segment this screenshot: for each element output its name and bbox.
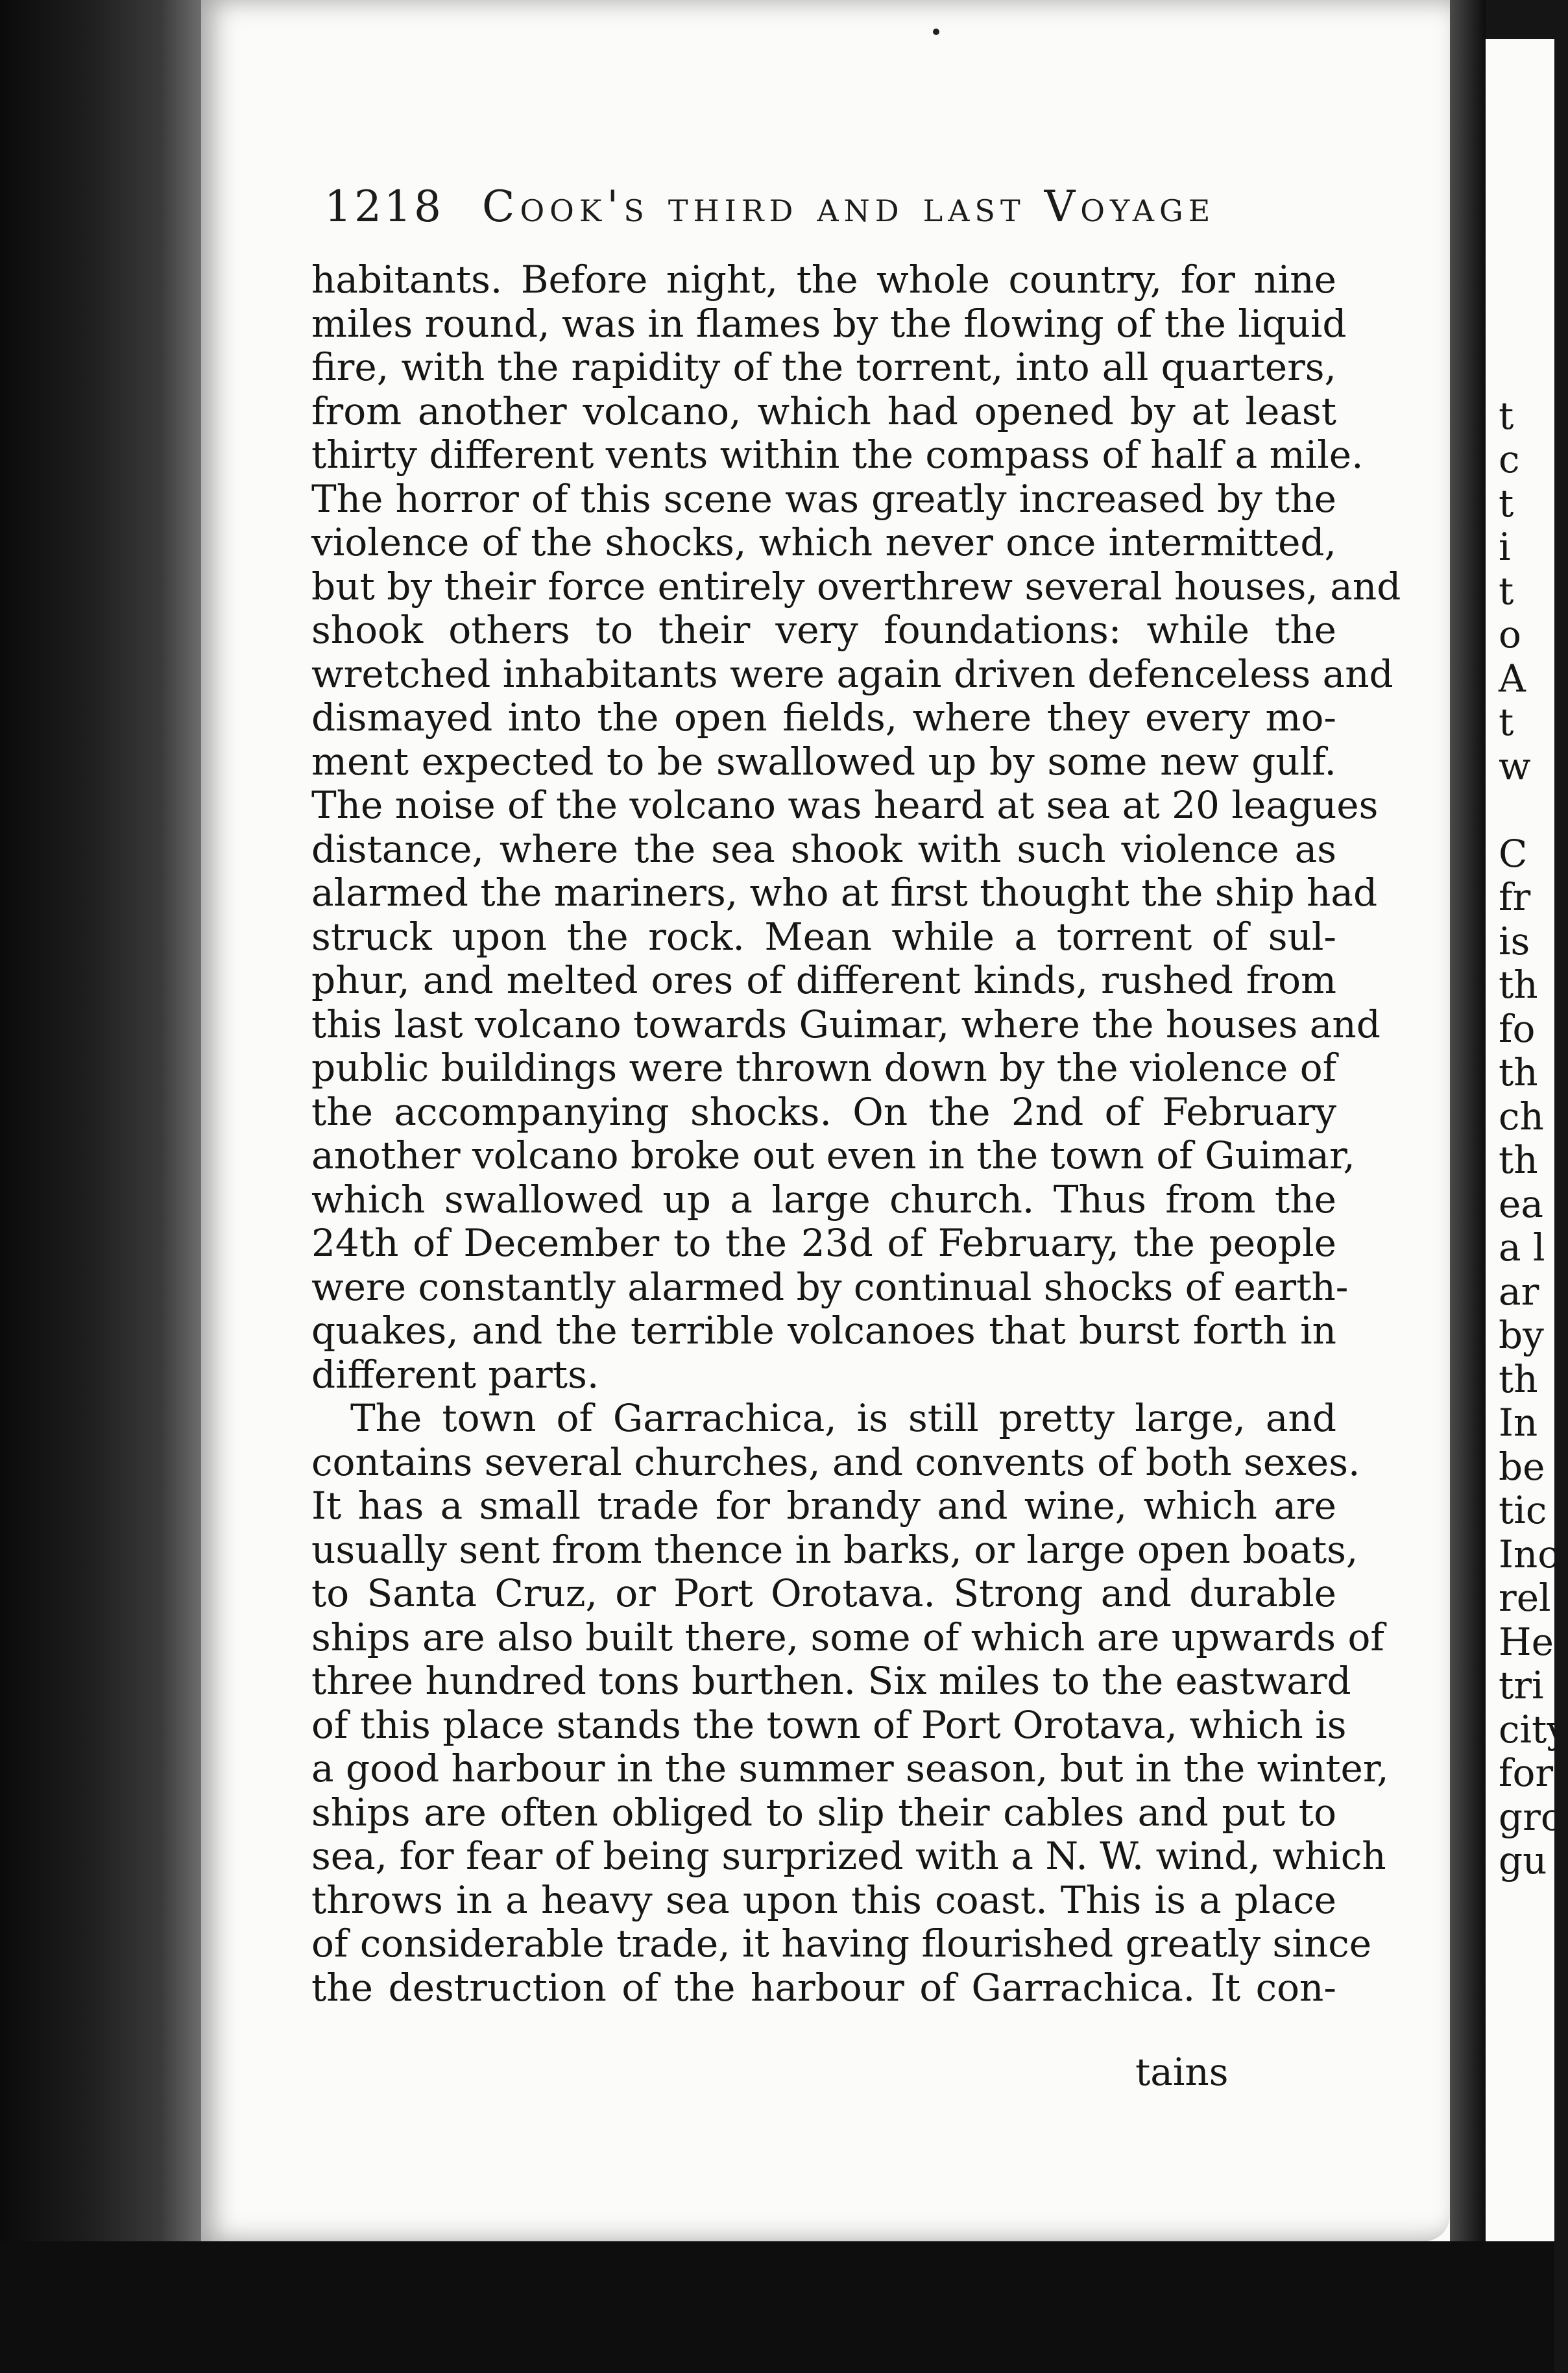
running-header [324,182,1336,232]
text-line: sea, for fear of being surprized with a N. W. wind, which [311,1834,1386,1878]
text-line: public buildings were thrown down by the violence of [311,1046,1337,1090]
book-spine-shadow [0,0,201,2373]
facing-page-fragment: fr [1499,875,1531,919]
facing-page-fragment: t [1499,700,1514,744]
facing-page-fragment: th [1499,963,1538,1007]
text-line: thirty different vents within the compass of half a mile. [311,433,1364,477]
text-line: but by their force entirely overthrew several houses, and [311,564,1401,608]
text-line: which swallowed up a large church. Thus from the [311,1177,1336,1222]
text-line: another volcano broke out even in the town of Guimar, [311,1133,1355,1177]
text-line: the accompanying shocks. On the 2nd of February [311,1089,1336,1134]
facing-page-fragment: He [1499,1619,1554,1664]
facing-page-fragment: for [1499,1751,1554,1795]
page-number: 1218 [324,182,444,232]
text-line: throws in a heavy sea upon this coast. This is a place [311,1877,1336,1922]
text-line: It has a small trade for brandy and wine, which are [311,1484,1336,1528]
text-line: The noise of the volcano was heard at sea at 20 leagues [311,783,1379,827]
facing-page-fragment: ch [1499,1094,1544,1138]
facing-page-fragment: t [1499,568,1514,613]
facing-page-fragment: rel [1499,1576,1551,1620]
text-line: distance, where the sea shook with such violence as [311,826,1336,871]
page-gutter [1450,0,1486,2373]
facing-page-fragment: A [1499,656,1526,701]
facing-page-fragment: Inc [1499,1532,1559,1576]
text-line: fire, with the rapidity of the torrent, into all quarters, [311,345,1336,389]
facing-page-fragment: a l [1499,1225,1545,1270]
facing-page-fragment: ea [1499,1181,1543,1226]
bottom-shadow [0,2241,1554,2373]
facing-page-fragment: th [1499,1356,1538,1401]
text-line: ment expected to be swallowed up by some new gulf. [311,739,1336,784]
text-line: the destruction of the harbour of Garrachica. It con- [311,1965,1336,2010]
text-line: struck upon the rock. Mean while a torrent of sul- [311,914,1336,959]
text-line: dismayed into the open fields, where they every mo- [311,695,1336,740]
text-line: usually sent from thence in barks, or large open boats, [311,1527,1358,1572]
running-title: Cook's third and last Voyage [481,182,1216,232]
facing-page-fragment: be [1499,1444,1545,1489]
facing-page-fragment: by [1499,1313,1544,1357]
facing-page-fragment: is [1499,919,1530,963]
facing-page-fragment: th [1499,1050,1538,1094]
text-line: to Santa Cruz, or Port Orotava. Strong and durable [311,1571,1336,1615]
facing-page-fragment: city [1499,1707,1568,1752]
text-line: quakes, and the terrible volcanoes that burst forth in [311,1308,1336,1353]
text-line: three hundred tons burthen. Six miles to the eastward [311,1659,1351,1703]
text-line: The horror of this scene was greatly increased by the [311,476,1336,521]
text-line: violence of the shocks, which never once intermitted, [311,520,1336,564]
text-line: different parts. [311,1352,599,1397]
facing-page-fragment: t [1499,393,1514,438]
facing-page-text [1499,350,1568,1883]
text-line: miles round, was in flames by the flowing of the liquid [311,301,1347,346]
facing-page-fragment: gro [1499,1794,1563,1839]
facing-page-fragment: i [1499,525,1511,569]
text-line: a good harbour in the summer season, but in the winter, [311,1746,1389,1790]
text-line: of considerable trade, it having flourished greatly since [311,1921,1372,1966]
facing-page-fragment: tic [1499,1488,1547,1532]
text-line: habitants. Before night, the whole country, for nine [311,258,1336,302]
text-line: 24th of December to the 23d of February, the people [311,1221,1336,1265]
text-line: shook others to their very foundations: while the [311,608,1336,652]
text-line: ships are often obliged to slip their cables and put to [311,1790,1336,1835]
facing-page-fragment: ar [1499,1269,1539,1314]
text-line: The town of Garrachica, is still pretty large, and [350,1396,1336,1440]
text-line: from another volcano, which had opened by at least [311,389,1336,433]
text-line: were constantly alarmed by continual shocks of earth- [311,1264,1349,1309]
facing-page-fragment: gu [1499,1838,1547,1883]
facing-page-fragment: th [1499,1138,1538,1182]
facing-page-fragment: fo [1499,1006,1536,1051]
facing-page-fragment: o [1499,612,1521,656]
text-line: wretched inhabitants were again driven defenceless and [311,651,1393,696]
facing-page-fragment [1499,350,1554,394]
body-text [311,258,1401,2010]
facing-page-fragment: c [1499,437,1520,481]
catchword: tains [1135,2050,1229,2094]
facing-page-fragment: tri [1499,1663,1544,1707]
facing-page-fragment [1499,788,1554,832]
text-line: ships are also built there, some of which are upwards of [311,1615,1384,1659]
text-line: alarmed the mariners, who at first thought the ship had [311,871,1378,915]
text-line: contains several churches, and convents of both sexes. [311,1439,1360,1484]
text-line: this last volcano towards Guimar, where the houses and [311,1002,1381,1046]
facing-page-fragment: w [1499,743,1531,788]
facing-page-fragment: C [1499,831,1528,876]
text-line: of this place stands the town of Port Orotava, which is [311,1702,1347,1747]
ink-speck [933,29,939,35]
text-line: phur, and melted ores of different kinds, rushed from [311,958,1336,1002]
facing-page-fragment: In [1499,1401,1538,1445]
facing-page-fragment: t [1499,481,1514,525]
